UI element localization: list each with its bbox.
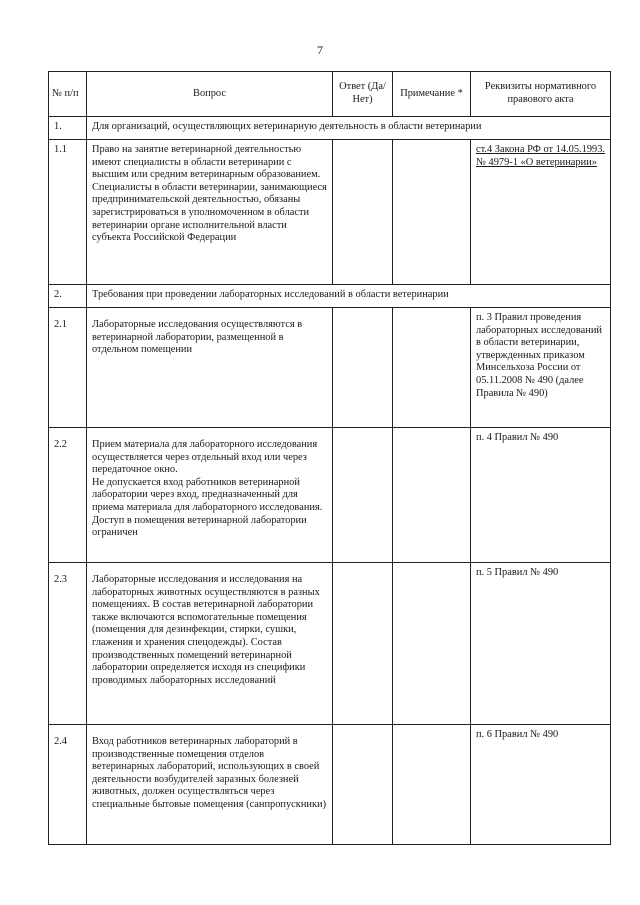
row-num: 2.4 [49,725,87,845]
question-text: Не допускается вход работников ветеринарной лаборатории через вход, предназначенный для приема материала для лабораторного исследования. [92,476,323,513]
note-cell[interactable] [393,563,471,725]
answer-cell[interactable] [333,308,393,428]
header-question: Вопрос [87,72,333,117]
answer-cell[interactable] [333,725,393,845]
row-num: 2.1 [49,308,87,428]
note-cell[interactable] [393,428,471,563]
row-num: 1.1 [49,140,87,285]
note-cell[interactable] [393,725,471,845]
row-num: 2.2 [49,428,87,563]
note-cell[interactable] [393,140,471,285]
table-row [49,428,611,563]
act-cell: п. 3 Правил проведения лабораторных исследований в области ветеринарии, утвержденных приказом Минсельхоза России от 05.11.2008 № 490 (далее Правила № 490) [471,308,611,428]
question-text: Специалисты в области ветеринарии, занимающиеся предпринимательской деятельностью, обязаны зарегистрироваться в уполномоченном в области ветеринарии органе исполнительной власти субъекта Российской Федерации [92,181,327,244]
table-row [49,725,611,845]
table-row [49,308,611,428]
question-cell: Лабораторные исследования и исследования на лабораторных животных осуществляются в разных помещениях. В состав ветеринарной лаборатории также включаются вспомогательные помещения (помещения для дезинфекции, стирки, сушки, глажения и хранения спецодежды). Состав производственных помещений ветеринарной лаборатории определяется исходя из специфики проводимых лабораторных исследований [87,563,333,725]
note-cell[interactable] [393,308,471,428]
answer-cell[interactable] [333,140,393,285]
act-cell: п. 6 Правил № 490 [471,725,611,845]
question-text: Прием материала для лабораторного исследования осуществляется через отдельный вход или через передаточное окно. [92,439,318,476]
header-act: Реквизиты нормативного правового акта [471,72,611,117]
act-cell [471,140,611,285]
header-row [49,72,611,117]
table-row [49,140,611,285]
section-row-1 [49,117,611,140]
row-num: 2.3 [49,563,87,725]
question-text: Право на занятие ветеринарной деятельностью имеют специалисты в области ветеринарии с высшим или средним ветеринарным образованием. [92,144,321,181]
header-note: Примечание * [393,72,471,117]
act-cell: п. 5 Правил № 490 [471,563,611,725]
act-cell: п. 4 Правил № 490 [471,428,611,563]
table-row [49,563,611,725]
question-cell: Лабораторные исследования осуществляются в ветеринарной лаборатории, размещенной в отдельном помещении [87,308,333,428]
question-cell: Вход работников ветеринарных лабораторий в производственные помещения отделов ветеринарных лабораторий, использующих в своей деятельности возбудителей заразных болезней животных, должен осуществляться через специальные бытовые помещения (санпропускники) [87,725,333,845]
question-text: Доступ в помещения ветеринарной лаборатории ограничен [92,514,307,539]
answer-cell[interactable] [333,563,393,725]
question-cell [87,428,333,563]
section-title: Для организаций, осуществляющих ветеринарную деятельность в области ветеринарии [87,117,611,140]
law-link[interactable]: ст.4 Закона РФ от 14.05.1993. № 4979-1 «О ветеринарии» [476,144,606,168]
header-answer: Ответ (Да/Нет) [333,72,393,117]
section-num: 1. [49,117,87,140]
section-row-2 [49,285,611,308]
section-title: Требования при проведении лабораторных исследований в области ветеринарии [87,285,611,308]
question-cell [87,140,333,285]
page-number: 7 [317,43,323,57]
section-num: 2. [49,285,87,308]
checklist-table [48,71,611,845]
header-num: № п/п [49,72,87,117]
answer-cell[interactable] [333,428,393,563]
